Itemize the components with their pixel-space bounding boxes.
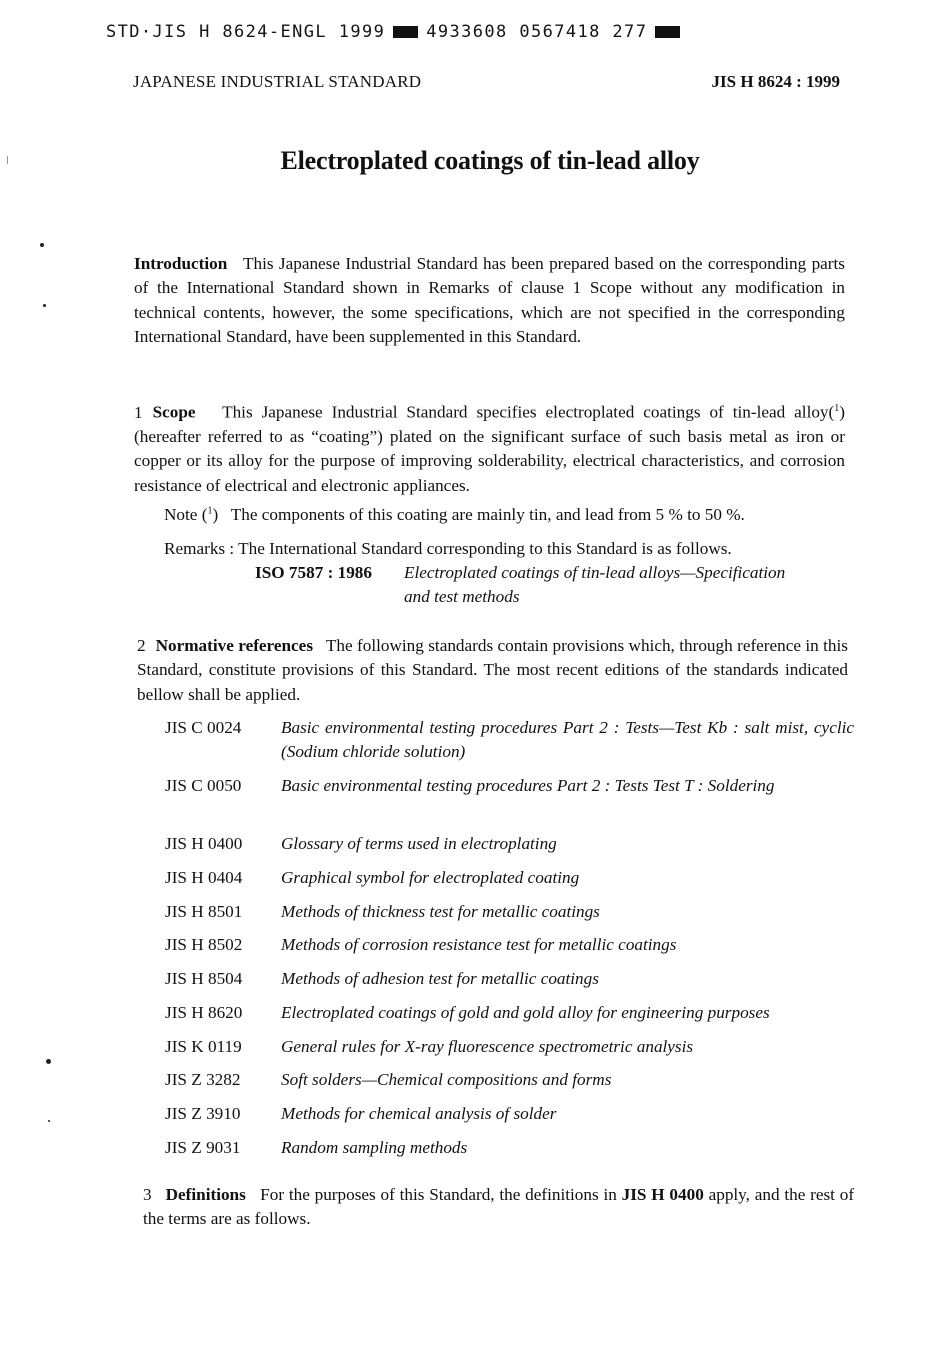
note-footnote-number: 1 [207, 505, 213, 517]
stamp-left: STD·JIS H 8624-ENGL 1999 [106, 22, 386, 42]
iso-title-line-1: Electroplated coatings of tin-lead alloys—Specification [404, 563, 786, 582]
document-stamp [106, 22, 688, 42]
stamp-block-mark [393, 26, 418, 38]
introduction-label: Introduction [134, 254, 228, 273]
reference-title: General rules for X-ray fluorescence spectrometric analysis [281, 1037, 694, 1056]
scope-text-before: This Japanese Industrial Standard specifies electroplated coatings of tin-lead alloy( [222, 402, 835, 422]
reference-title: Basic environmental testing procedures Part 2 : Tests Test T : Soldering [281, 776, 775, 795]
scan-speck [40, 243, 44, 247]
reference-title: Methods for chemical analysis of solder [281, 1104, 557, 1123]
scope-note [164, 505, 745, 525]
stamp-block-mark-end [655, 26, 680, 38]
reference-title: Electroplated coatings of gold and gold alloy for engineering purposes [281, 1003, 770, 1022]
scope-footnote-ref: 1 [834, 403, 840, 414]
normative-number: 2 [137, 636, 146, 655]
scan-speck [48, 1120, 50, 1122]
reference-code: JIS Z 3910 [165, 1104, 241, 1123]
note-text: The components of this coating are mainly tin, and lead from 5 % to 50 %. [230, 505, 745, 524]
remarks-text: Remarks : The International Standard corresponding to this Standard is as follows. [164, 539, 732, 558]
reference-title: Graphical symbol for electroplated coating [281, 868, 580, 887]
reference-title: Soft solders—Chemical compositions and forms [281, 1070, 612, 1089]
reference-title: Glossary of terms used in electroplating [281, 834, 557, 853]
reference-code: JIS Z 3282 [165, 1070, 241, 1089]
reference-code: JIS H 8502 [165, 935, 243, 954]
definitions-text-before: For the purposes of this Standard, the definitions in [260, 1185, 617, 1204]
scan-speck [43, 304, 46, 307]
stamp-right: 277 [612, 22, 648, 42]
header-standard-number: JIS H 8624 : 1999 [711, 72, 840, 91]
page-title: Electroplated coatings of tin-lead alloy [280, 146, 700, 175]
reference-title: Methods of adhesion test for metallic coatings [281, 969, 599, 988]
scope-number: 1 [134, 402, 143, 422]
reference-title: Methods of thickness test for metallic coatings [281, 902, 600, 921]
reference-code: JIS H 8504 [165, 969, 243, 988]
introduction-text: This Japanese Industrial Standard has been prepared based on the corresponding parts of the International Standard shown in Remarks of clause 1 Scope without any modification in technical contents, however, the some specifications, which are not specified in the corresponding International Standard, have been supplemented in this Standard. [134, 254, 845, 346]
reference-code: JIS H 8620 [165, 1003, 243, 1022]
scan-speck [7, 156, 8, 164]
reference-code: JIS H 0400 [165, 834, 243, 853]
definitions-number: 3 [143, 1185, 152, 1204]
definitions-section [143, 1183, 854, 1232]
definitions-reference: JIS H 0400 [621, 1185, 704, 1204]
reference-code: JIS H 8501 [165, 902, 243, 921]
definitions-text-after: apply, and the rest of the terms are as follows. [143, 1185, 855, 1229]
reference-title: Basic environmental testing procedures Part 2 : Tests—Test Kb : salt mist, cyclic (Sodium chloride solution) [281, 718, 854, 761]
stamp-middle: 4933608 0567418 [426, 22, 601, 42]
reference-title: Random sampling methods [281, 1138, 468, 1157]
reference-code: JIS H 0404 [165, 868, 243, 887]
iso-code: ISO 7587 : 1986 [255, 563, 372, 582]
note-label: Note ( [164, 505, 208, 524]
introduction-section [134, 252, 845, 349]
reference-code: JIS C 0024 [165, 718, 242, 737]
definitions-label: Definitions [165, 1185, 246, 1204]
normative-label: Normative references [155, 636, 314, 655]
normative-text: The following standards contain provisions which, through reference in this Standard, constitute provisions of this Standard. The most recent editions of the standards indicated bellow shall be applied. [137, 636, 848, 704]
iso-title-line-2: and test methods [404, 587, 520, 606]
reference-code: JIS Z 9031 [165, 1138, 241, 1157]
reference-code: JIS K 0119 [165, 1037, 242, 1056]
note-label-close: ) [212, 505, 219, 524]
header-standard-name: JAPANESE INDUSTRIAL STANDARD [133, 72, 422, 91]
normative-references-section [137, 634, 848, 707]
reference-code: JIS C 0050 [165, 776, 242, 795]
scope-label: Scope [152, 402, 196, 422]
reference-title: Methods of corrosion resistance test for metallic coatings [281, 935, 677, 954]
scan-speck [46, 1059, 51, 1064]
scope-text-after: ) (hereafter referred to as “coating”) plated on the significant surface of such basis metal as iron or copper or its alloy for the purpose of improving solderability, electrical characteristics, and corrosion resistance of electrical and electronic appliances. [134, 402, 845, 495]
scope-section [134, 397, 845, 498]
